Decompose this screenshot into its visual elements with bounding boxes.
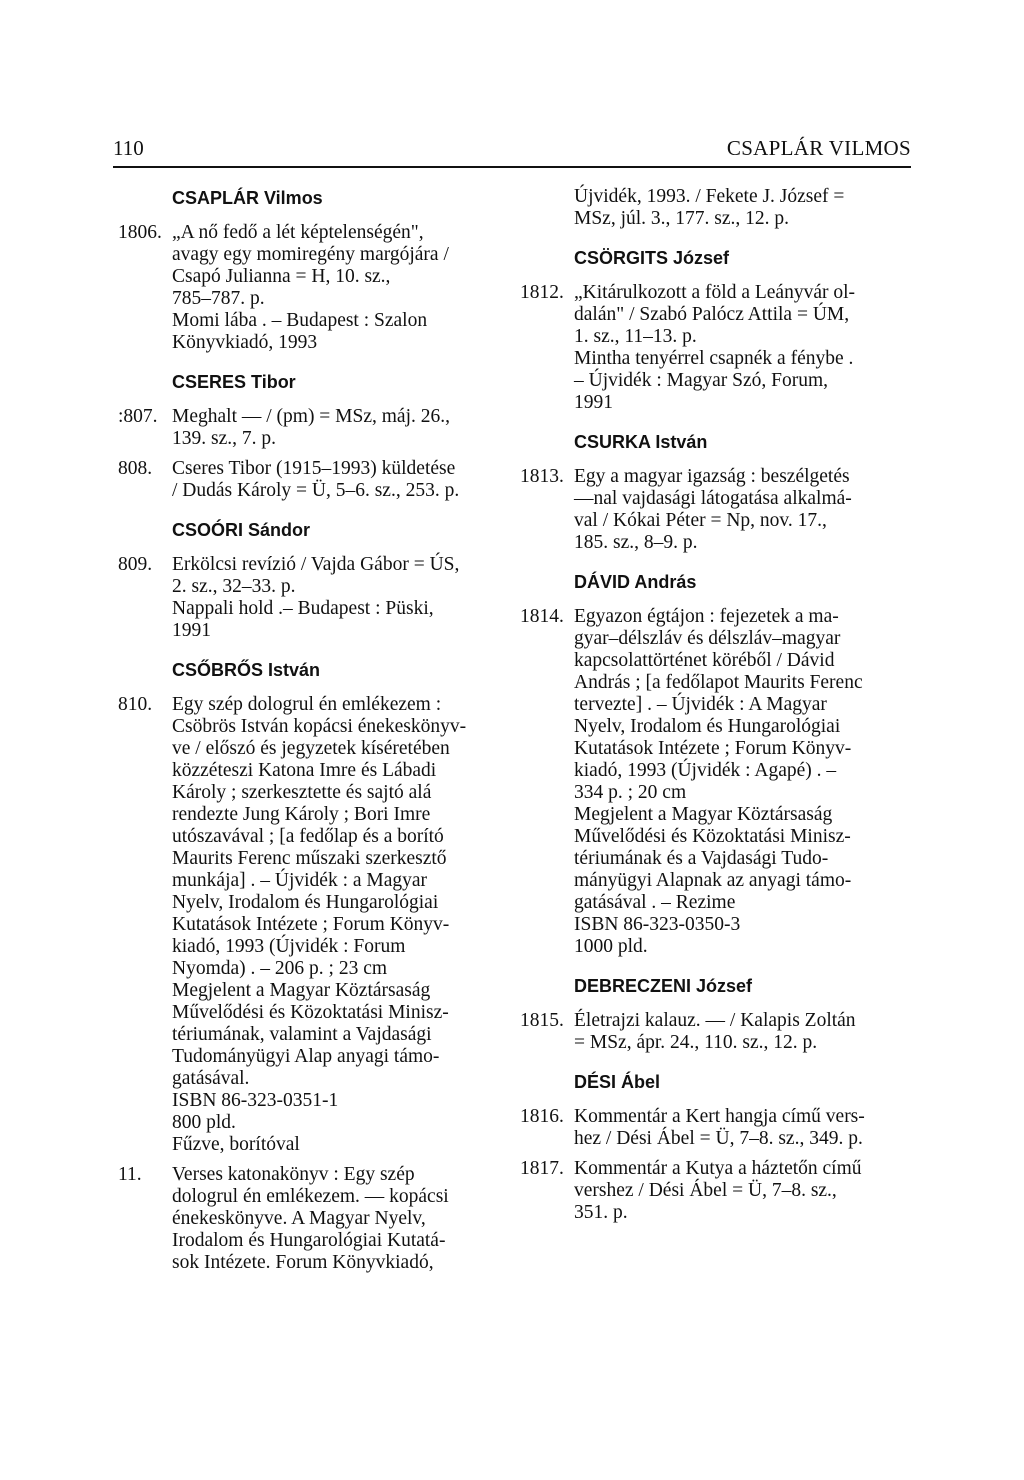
entry-line: Kommentár a Kert hangja című vers- [574,1106,865,1127]
entry-line: / Dudás Károly = Ü, 5–6. sz., 253. p. [172,480,460,501]
entry-line: munkája] . – Újvidék : a Magyar [172,870,428,891]
entry-line: gatásával . – Rezime [574,892,736,913]
bibliography-entry [118,406,502,450]
author-heading: CSOÓRI Sándor [172,520,311,540]
entry-line: kapcsolattörténet köréből / Dávid [574,650,835,671]
entry-line: 1991 [574,392,613,413]
entry-text [172,222,502,354]
entry-line: Maurits Ferenc műszaki szerkesztő [172,848,447,869]
entry-line: ISBN 86-323-0350-3 [574,914,741,935]
entry-line: „A nő fedő a lét képtelenségén", [172,222,424,243]
entry-line: = MSz, ápr. 24., 110. sz., 12. p. [574,1032,818,1053]
entry-number: 1815. [520,1010,564,1031]
author-heading: CSÖRGITS József [574,248,730,268]
entry-text [172,554,502,642]
entry-line: Egyazon égtájon : fejezetek a ma- [574,606,839,627]
entry-line: Megjelent a Magyar Köztársaság [574,804,833,825]
entry-text [574,1106,918,1150]
entry-text [574,1158,918,1224]
author-heading: DÉSI Ábel [574,1072,661,1092]
page-header [113,136,911,168]
entry-line: Művelődési és Közoktatási Minisz- [172,1002,449,1023]
entry-line: mányügyi Alapnak az anyagi támo- [574,870,852,891]
entry-line: Mintha tenyérrel csapnék a fénybe . [574,348,854,369]
entry-line: Életrajzi kalauz. — / Kalapis Zoltán [574,1010,856,1031]
bibliography-entry [520,1158,918,1224]
entry-line: „Kitárulkozott a föld a Leányvár ol- [574,282,856,303]
entry-line: ISBN 86-323-0351-1 [172,1090,339,1111]
entry-line: Kommentár a Kutya a háztetőn című [574,1158,862,1179]
entry-line: Kutatások Intézete ; Forum Könyv- [574,738,852,759]
entry-line: 2. sz., 32–33. p. [172,576,296,597]
entry-line: Nappali hold .– Budapest : Püski, [172,598,434,619]
right-column [520,186,918,1232]
entry-text [172,406,502,450]
entry-line: Egy szép dologrul én emlékezem : [172,694,442,715]
author-heading: DÁVID András [574,572,697,592]
entry-continuation [574,186,918,230]
entry-line: Kutatások Intézete ; Forum Könyv- [172,914,450,935]
bibliography-entry [520,1010,918,1054]
entry-line: 139. sz., 7. p. [172,428,276,449]
entry-number: 809. [118,554,153,575]
left-column [118,186,502,1282]
entry-number: 810. [118,694,153,715]
entry-line: Újvidék, 1993. / Fekete J. József = [574,186,845,207]
entry-line: Csöbrös István kopácsi énekeskönyv- [172,716,467,737]
entry-line: dologrul én emlékezem. — kopácsi [172,1186,449,1207]
bibliography-entry [118,554,502,642]
entry-number: :807. [118,406,158,427]
entry-line: gatásával. [172,1068,250,1089]
entry-text [574,466,918,554]
entry-line: Cseres Tibor (1915–1993) küldetése [172,458,456,479]
entry-line: dalán" / Szabó Palócz Attila = ÚM, [574,304,850,325]
entry-line: 785–787. p. [172,288,265,309]
entry-line: ve / előszó és jegyzetek kíséretében [172,738,450,759]
entry-line: hez / Dési Ábel = Ü, 7–8. sz., 349. p. [574,1128,863,1149]
author-heading: CSAPLÁR Vilmos [172,188,323,208]
entry-line: rendezte Jung Károly ; Bori Imre [172,804,431,825]
entry-line: —nal vajdasági látogatása alkalmá- [574,488,852,509]
entry-line: utószavával ; [a fedőlap és a borító [172,826,444,847]
bibliography-entry [520,466,918,554]
entry-line: Fűzve, borítóval [172,1134,300,1155]
entry-line: 185. sz., 8–9. p. [574,532,698,553]
entry-text [574,1010,918,1054]
entry-text [172,458,502,502]
entry-line: tériumának és a Vajdasági Tudo- [574,848,829,869]
bibliography-entry [520,1106,918,1150]
bibliography-entry [520,606,918,958]
bibliography-entry [118,694,502,1156]
entry-number: 1806. [118,222,162,243]
entry-line: avagy egy momiregény margójára / [172,244,449,265]
author-heading: DEBRECZENI József [574,976,753,996]
entry-line: Nyomda) . – 206 p. ; 23 cm [172,958,388,979]
entry-line: Könyvkiadó, 1993 [172,332,318,353]
entry-line: 800 pld. [172,1112,236,1133]
entry-line: Verses katonakönyv : Egy szép [172,1164,415,1185]
entry-line: 351. p. [574,1202,628,1223]
entry-line: Csapó Julianna = H, 10. sz., [172,266,391,287]
entry-line: vershez / Dési Ábel = Ü, 7–8. sz., [574,1180,837,1201]
entry-number: 1813. [520,466,564,487]
entry-line: Egy a magyar igazság : beszélgetés [574,466,850,487]
entry-line: Momi lába . – Budapest : Szalon [172,310,428,331]
entry-line: közzéteszi Katona Imre és Lábadi [172,760,437,781]
entry-line: 1991 [172,620,211,641]
entry-line: kiadó, 1993 (Újvidék : Forum [172,936,406,957]
page-number: 110 [113,136,144,160]
entry-line: val / Kókai Péter = Np, nov. 17., [574,510,827,531]
entry-number: 1812. [520,282,564,303]
entry-number: 1817. [520,1158,564,1179]
entry-text [574,606,918,958]
entry-line: Erkölcsi revízió / Vajda Gábor = ÚS, [172,554,460,575]
entry-line: tériumának, valamint a Vajdasági [172,1024,432,1045]
entry-text [172,694,502,1156]
entry-line: 1. sz., 11–13. p. [574,326,697,347]
entry-text [574,282,918,414]
entry-line: Megjelent a Magyar Köztársaság [172,980,431,1001]
entry-line: 1000 pld. [574,936,648,957]
author-heading: CSŐBRŐS István [172,660,321,680]
author-heading: CSURKA István [574,432,708,452]
author-heading: CSERES Tibor [172,372,296,392]
entry-line: Nyelv, Irodalom és Hungarológiai [172,892,439,913]
bibliography-entry [118,1164,502,1274]
entry-line: Művelődési és Közoktatási Minisz- [574,826,851,847]
entry-line: sok Intézete. Forum Könyvkiadó, [172,1252,434,1273]
entry-line: András ; [a fedőlapot Maurits Ferenc [574,672,863,693]
entry-line: kiadó, 1993 (Újvidék : Agapé) . – [574,760,837,781]
entry-line: Nyelv, Irodalom és Hungarológiai [574,716,841,737]
entry-line: 334 p. ; 20 cm [574,782,687,803]
entry-line: – Újvidék : Magyar Szó, Forum, [574,370,829,391]
entry-line: Tudományügyi Alap anyagi támo- [172,1046,440,1067]
entry-line: MSz, júl. 3., 177. sz., 12. p. [574,208,790,229]
entry-number: 1816. [520,1106,564,1127]
running-title: CSAPLÁR VILMOS [726,136,911,160]
entry-line: tervezte] . – Újvidék : A Magyar [574,694,827,715]
entry-number: 808. [118,458,153,479]
entry-line: Irodalom és Hungarológiai Kutatá- [172,1230,446,1251]
entry-line: gyar–délszláv és délszláv–magyar [574,628,841,649]
entry-line: Meghalt — / (pm) = MSz, máj. 26., [172,406,451,427]
entry-line: Károly ; szerkesztette és sajtó alá [172,782,432,803]
bibliography-entry [118,458,502,502]
entry-line: énekeskönyve. A Magyar Nyelv, [172,1208,426,1229]
bibliography-entry [520,282,918,414]
entry-text [172,1164,502,1274]
entry-number: 1814. [520,606,564,627]
bibliography-entry [118,222,502,354]
entry-number: 11. [118,1164,142,1185]
